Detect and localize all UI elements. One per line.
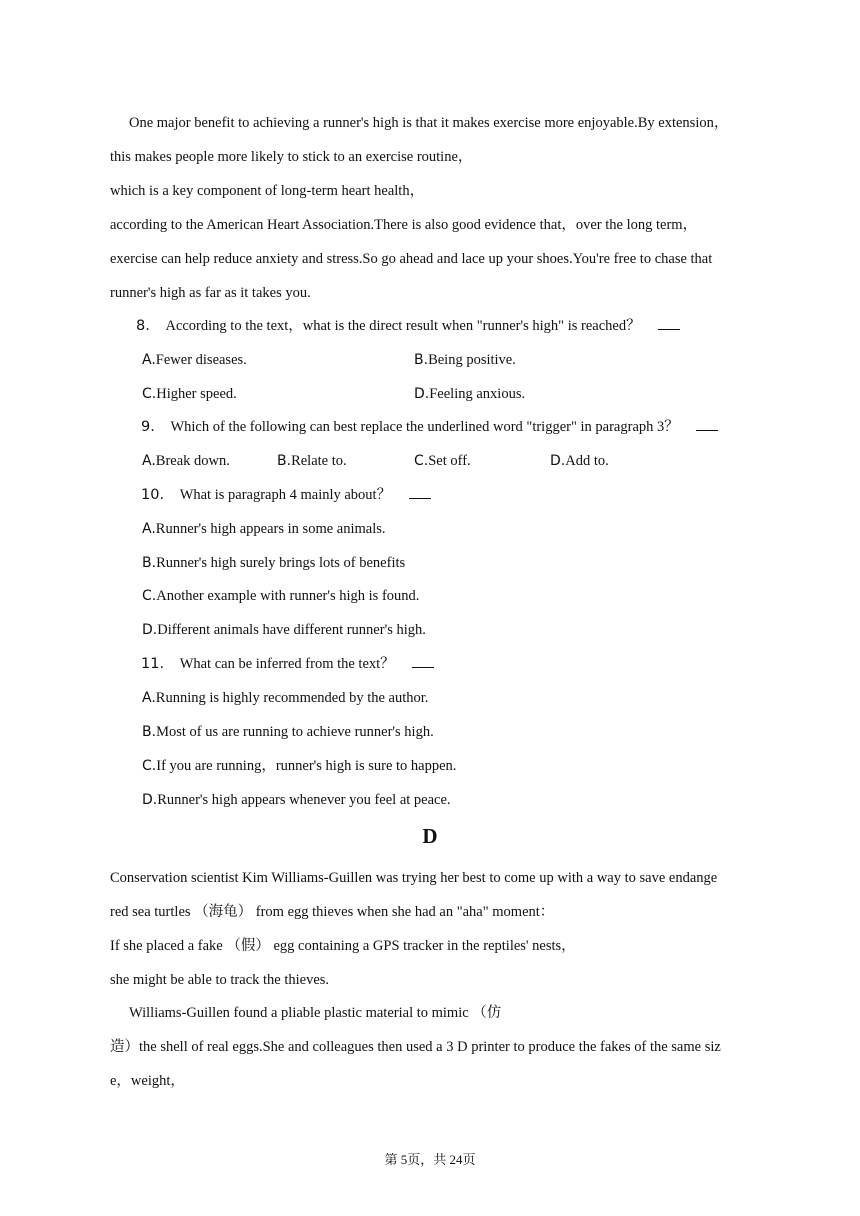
option-letter: B. — [277, 453, 292, 469]
passage-line: which is a key component of long-term heart health， — [110, 183, 425, 199]
option-letter: C. — [142, 588, 157, 604]
question-text: According to the text，what is the direct result when "runner's high" is reached？ — [165, 318, 641, 334]
question-10 — [141, 486, 431, 504]
question-number: 10. — [141, 487, 165, 503]
option-c[interactable] — [142, 587, 419, 605]
option-letter: D. — [414, 386, 430, 402]
answer-blank[interactable] — [658, 317, 680, 330]
option-a[interactable] — [142, 520, 386, 538]
option-text: Relate to. — [291, 453, 347, 469]
question-8 — [136, 317, 680, 335]
option-letter: D. — [550, 453, 566, 469]
option-letter: C. — [142, 758, 157, 774]
option-letter: C. — [414, 453, 429, 469]
passage-line: according to the American Heart Association.There is also good evidence that，over the long term， — [110, 217, 698, 233]
question-number: 8. — [136, 318, 150, 334]
option-d[interactable] — [142, 791, 451, 809]
passage-line: 造）the shell of real eggs.She and colleagues then used a 3 D printer to produce the fakes of the same siz — [110, 1039, 721, 1055]
option-text: Most of us are running to achieve runner's high. — [156, 724, 434, 740]
option-text: Add to. — [565, 453, 609, 469]
option-a[interactable] — [142, 351, 247, 369]
question-number: 9. — [141, 419, 155, 435]
option-text: Break down. — [155, 453, 230, 469]
option-text: Runner's high appears in some animals. — [155, 521, 386, 537]
passage-line: runner's high as far as it takes you. — [110, 285, 311, 301]
question-9 — [141, 418, 718, 436]
question-number: 11. — [141, 656, 165, 672]
answer-blank[interactable] — [696, 418, 718, 431]
option-text: Runner's high surely brings lots of benefits — [156, 555, 406, 571]
option-letter: A. — [142, 453, 156, 469]
passage-line: If she placed a fake （假） egg containing a GPS tracker in the reptiles' nests， — [110, 938, 576, 954]
passage-line: Williams-Guillen found a pliable plastic material to mimic （仿 — [129, 1005, 502, 1021]
passage-line: e，weight， — [110, 1073, 185, 1089]
option-text: Set off. — [428, 453, 471, 469]
option-text: Higher speed. — [156, 386, 237, 402]
option-d[interactable] — [550, 452, 609, 470]
option-letter: A. — [142, 690, 156, 706]
option-b[interactable] — [142, 554, 405, 572]
question-11 — [141, 655, 434, 673]
answer-blank[interactable] — [409, 486, 431, 499]
option-letter: A. — [142, 352, 156, 368]
question-text: What can be inferred from the text？ — [179, 656, 395, 672]
page-footer: 第 5页，共 24页 — [384, 1152, 476, 1167]
section-heading: D — [422, 824, 438, 848]
option-c[interactable] — [142, 757, 456, 775]
passage-line: she might be able to track the thieves. — [110, 972, 330, 988]
option-letter: C. — [142, 386, 157, 402]
option-a[interactable] — [142, 689, 428, 707]
option-b[interactable] — [142, 723, 434, 741]
option-text: If you are running，runner's high is sure to happen. — [156, 758, 457, 774]
option-d[interactable] — [414, 385, 525, 403]
option-text: Runner's high appears whenever you feel at peace. — [157, 792, 451, 808]
option-text: Being positive. — [428, 352, 516, 368]
question-text: What is paragraph 4 mainly about？ — [179, 487, 392, 503]
passage-line: red sea turtles （海龟） from egg thieves when she had an "aha" moment： — [110, 904, 555, 920]
option-b[interactable] — [414, 351, 516, 369]
option-text: Different animals have different runner's high. — [157, 622, 426, 638]
question-text: Which of the following can best replace the underlined word "trigger" in paragraph 3？ — [170, 419, 679, 435]
option-d[interactable] — [142, 621, 426, 639]
option-letter: B. — [142, 555, 157, 571]
option-letter: D. — [142, 622, 158, 638]
passage-line: exercise can help reduce anxiety and stress.So go ahead and lace up your shoes.You're free to chase that — [110, 251, 713, 267]
option-text: Running is highly recommended by the author. — [155, 690, 429, 706]
passage-line: One major benefit to achieving a runner's high is that it makes exercise more enjoyable.By extension， — [129, 115, 729, 131]
passage-line: this makes people more likely to stick to an exercise routine， — [110, 149, 473, 165]
option-b[interactable] — [277, 452, 347, 470]
option-c[interactable] — [414, 452, 471, 470]
option-letter: D. — [142, 792, 158, 808]
option-a[interactable] — [142, 452, 230, 470]
option-letter: B. — [414, 352, 429, 368]
option-c[interactable] — [142, 385, 237, 403]
option-text: Another example with runner's high is found. — [156, 588, 420, 604]
passage-line: Conservation scientist Kim Williams-Guillen was trying her best to come up with a way to save endange — [110, 870, 718, 886]
answer-blank[interactable] — [412, 655, 434, 668]
option-text: Fewer diseases. — [155, 352, 247, 368]
option-letter: B. — [142, 724, 157, 740]
option-letter: A. — [142, 521, 156, 537]
option-text: Feeling anxious. — [429, 386, 526, 402]
